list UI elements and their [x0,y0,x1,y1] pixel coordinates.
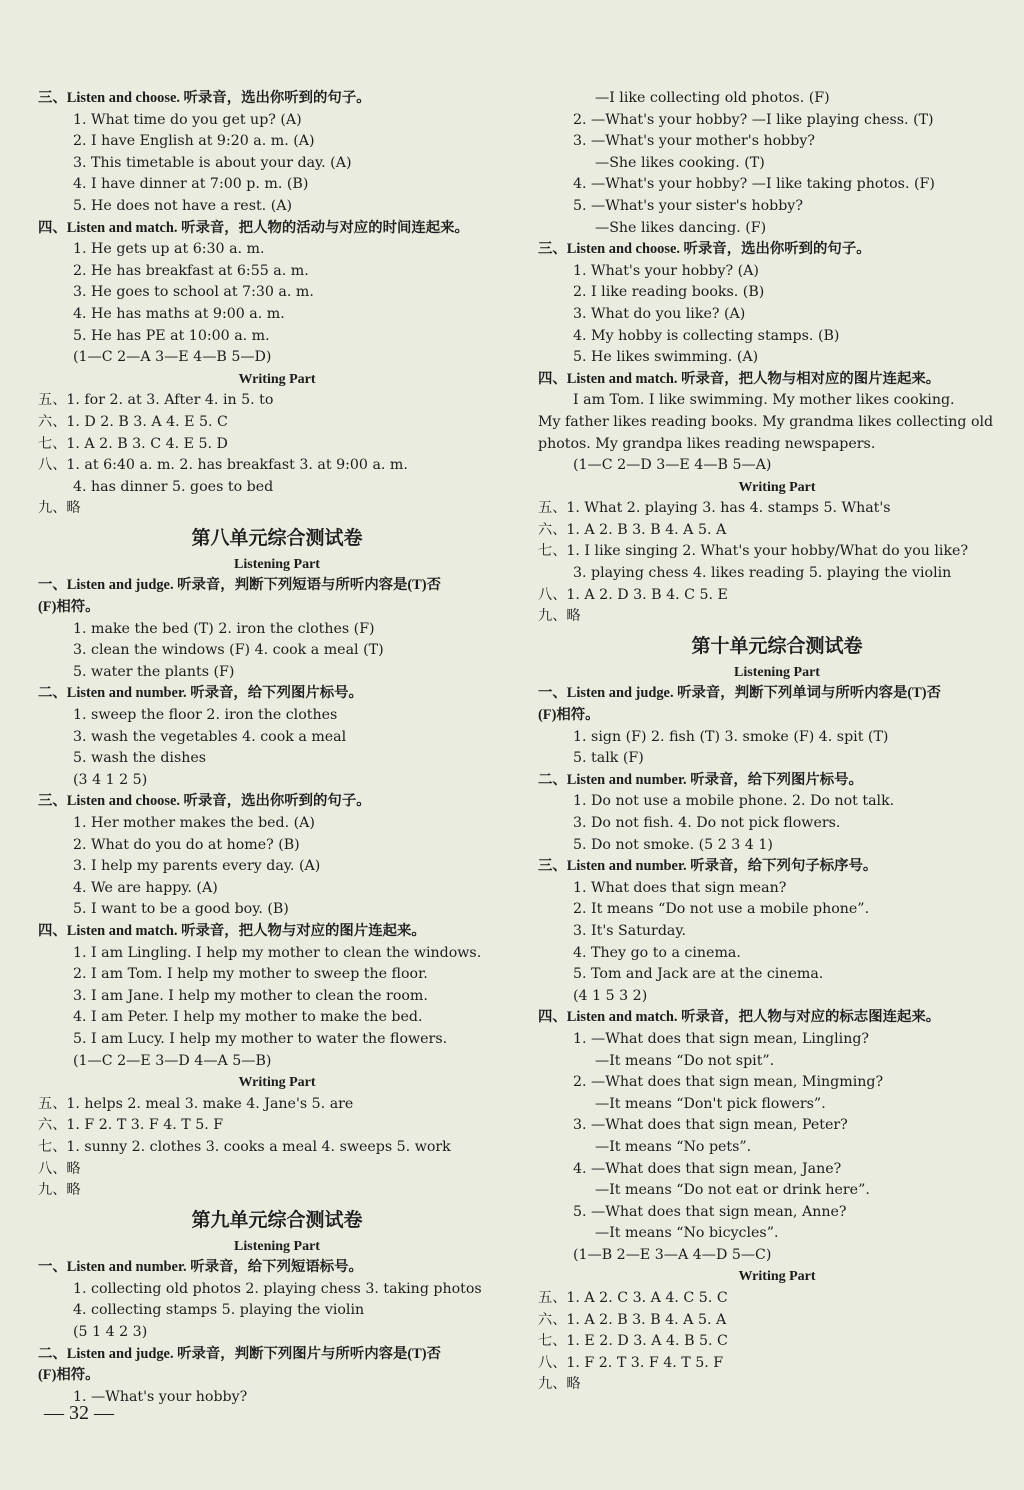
section-heading: (F)相符。 [38,1367,100,1384]
section-heading: (F)相符。 [538,707,600,724]
answer-line: 八、略 [38,1160,81,1177]
answer-line: —It means “Do not spit”. [595,1052,775,1069]
answer-line: 3. It's Saturday. [573,922,687,939]
answer-line: 3. I am Jane. I help my mother to clean the room. [73,987,428,1004]
answer-line: 2. I have English at 9:20 a. m. (A) [73,133,315,150]
answer-line: 5. —What does that sign mean, Anne? [573,1203,847,1220]
part-heading: Writing Part [238,1075,316,1091]
answer-line: 5. —What's your sister's hobby? [573,197,803,214]
answer-line: 5. Do not smoke. (5 2 3 4 1) [573,836,773,853]
answer-line: 2. He has breakfast at 6:55 a. m. [73,262,309,279]
answer-line: 1. —What's your hobby? [73,1388,248,1405]
section-heading: 一、Listen and judge. 听录音，判断下列短语与所听内容是(T)否 [38,577,441,594]
answer-line: 八、1. at 6:40 a. m. 2. has breakfast 3. at 9:00 a. m. [38,457,408,474]
section-heading: 四、Listen and match. 听录音，把人物与对应的图片连起来。 [38,922,426,939]
part-heading: Writing Part [238,371,316,387]
section-heading: 二、Listen and number. 听录音，给下列图片标号。 [38,685,363,702]
answer-line: —It means “Do not eat or drink here”. [595,1182,870,1199]
section-heading: 三、Listen and number. 听录音，给下列句子标序号。 [538,858,878,875]
answer-line: 3. He goes to school at 7:30 a. m. [73,284,314,301]
answer-line: 4. I have dinner at 7:00 p. m. (B) [73,176,309,193]
part-heading: Listening Part [234,1238,320,1254]
unit-title: 第八单元综合测试卷 [191,527,363,549]
section-heading: 一、Listen and number. 听录音，给下列短语标号。 [38,1259,363,1276]
left-column [38,88,516,1408]
answer-line: —I like collecting old photos. (F) [595,90,830,106]
answer-line: 1. make the bed (T) 2. iron the clothes (F) [73,620,375,637]
section-heading: 一、Listen and judge. 听录音，判断下列单词与所听内容是(T)否 [538,685,941,702]
answer-line: —It means “No bicycles”. [595,1225,779,1242]
answer-line: (5 1 4 2 3) [73,1324,148,1341]
answer-line: 2. It means “Do not use a mobile phone”. [573,901,870,918]
answer-line: 1. sweep the floor 2. iron the clothes [73,707,338,724]
answer-line: 5. He has PE at 10:00 a. m. [73,327,270,344]
answer-line: —She likes cooking. (T) [595,154,765,171]
answer-line: 4. —What's your hobby? —I like taking photos. (F) [573,176,935,193]
answer-line: 4. He has maths at 9:00 a. m. [73,305,285,322]
answer-line: 3. I help my parents every day. (A) [73,858,321,875]
answer-line: 1. sign (F) 2. fish (T) 3. smoke (F) 4. spit (T) [573,728,889,745]
unit-title: 第九单元综合测试卷 [191,1209,363,1231]
answer-line: (1—C 2—E 3—D 4—A 5—B) [73,1052,272,1069]
answer-line: 1. collecting old photos 2. playing chess 3. taking photos [73,1280,482,1297]
answer-line: (1—C 2—A 3—E 4—B 5—D) [73,349,272,366]
answer-line: 1. I am Lingling. I help my mother to clean the windows. [73,944,482,961]
answer-line: 六、1. F 2. T 3. F 4. T 5. F [38,1117,224,1134]
answer-line: 5. wash the dishes [73,750,207,767]
answer-line: 1. What's your hobby? (A) [573,262,759,279]
answer-line: 4. —What does that sign mean, Jane? [573,1160,842,1177]
answer-line: 4. We are happy. (A) [73,879,218,896]
answer-line: 七、1. sunny 2. clothes 3. cooks a meal 4. sweeps 5. work [38,1138,451,1155]
answer-line: 4. collecting stamps 5. playing the violin [73,1302,365,1319]
answer-line: 九、略 [538,608,581,625]
answer-line: 2. —What does that sign mean, Mingming? [573,1074,884,1091]
answer-line: 1. What does that sign mean? [573,879,787,896]
answer-line: 九、略 [538,1376,581,1393]
answer-line: 5. I want to be a good boy. (B) [73,901,289,918]
section-heading: 四、Listen and match. 听录音，把人物与相对应的图片连起来。 [538,370,941,387]
answer-line: 五、1. What 2. playing 3. has 4. stamps 5. What's [538,500,891,517]
answer-line: 2. I like reading books. (B) [573,284,765,301]
answer-line: 3. Do not fish. 4. Do not pick flowers. [573,815,841,831]
answer-line: 六、1. A 2. B 3. B 4. A 5. A [538,1311,727,1328]
answer-line: 九、略 [38,1182,81,1199]
answer-line: 4. They go to a cinema. [573,944,741,961]
answer-line: 2. What do you do at home? (B) [73,836,300,853]
answer-line: (1—C 2—D 3—E 4—B 5—A) [573,457,772,474]
answer-line: (4 1 5 3 2) [573,987,648,1004]
section-heading: 四、Listen and match. 听录音，把人物与对应的标志图连起来。 [538,1009,941,1026]
answer-line: 5. He likes swimming. (A) [573,349,759,366]
answer-line: 4. I am Peter. I help my mother to make the bed. [73,1009,423,1026]
section-heading: 四、Listen and match. 听录音，把人物的活动与对应的时间连起来。 [38,219,469,236]
answer-line: 八、1. F 2. T 3. F 4. T 5. F [538,1354,724,1371]
section-heading: 三、Listen and choose. 听录音，选出你听到的句子。 [38,793,371,810]
answer-line: 1. Do not use a mobile phone. 2. Do not talk. [573,793,895,810]
answer-line: 八、1. A 2. D 3. B 4. C 5. E [538,586,728,603]
page-number: — 32 — [44,1402,114,1424]
answer-line: 1. He gets up at 6:30 a. m. [73,241,265,258]
answer-line: 五、1. helps 2. meal 3. make 4. Jane's 5. are [38,1095,354,1112]
answer-line: 3. clean the windows (F) 4. cook a meal (T) [73,642,384,659]
answer-line: 五、1. A 2. C 3. A 4. C 5. C [538,1290,728,1307]
answer-line: 3. —What's your mother's hobby? [573,133,815,150]
answer-line: 七、1. A 2. B 3. C 4. E 5. D [38,435,228,452]
answer-line: 5. He does not have a rest. (A) [73,197,293,214]
answer-line: (1—B 2—E 3—A 4—D 5—C) [573,1246,772,1263]
answer-line: 六、1. D 2. B 3. A 4. E 5. C [38,413,228,430]
answer-line: I am Tom. I like swimming. My mother likes cooking. [573,392,955,409]
answer-line: My father likes reading books. My grandma likes collecting old [538,413,994,430]
answer-line: 5. talk (F) [573,750,644,767]
answer-line: 3. This timetable is about your day. (A) [73,154,352,171]
answer-line: 1. Her mother makes the bed. (A) [73,815,315,831]
answer-line: 3. wash the vegetables 4. cook a meal [73,728,347,745]
part-heading: Listening Part [734,664,820,680]
unit-title: 第十单元综合测试卷 [691,635,863,657]
answer-line: 2. I am Tom. I help my mother to sweep the floor. [73,966,428,983]
answer-line: 5. Tom and Jack are at the cinema. [573,966,824,983]
answer-line: 1. What time do you get up? (A) [73,111,302,128]
answer-line: 3. What do you like? (A) [573,305,746,322]
answer-line: photos. My grandpa likes reading newspapers. [538,435,876,452]
answer-line: —It means “Don't pick flowers”. [595,1095,826,1112]
answer-line: 3. —What does that sign mean, Peter? [573,1117,848,1134]
section-heading: 三、Listen and choose. 听录音，选出你听到的句子。 [38,90,371,106]
answer-line: 3. playing chess 4. likes reading 5. playing the violin [573,565,952,582]
answer-line: 九、略 [38,500,81,517]
section-heading: (F)相符。 [38,599,100,616]
part-heading: Writing Part [738,1269,816,1285]
answer-line: 5. water the plants (F) [73,663,235,680]
part-heading: Writing Part [738,479,816,495]
answer-line: 七、1. E 2. D 3. A 4. B 5. C [538,1333,728,1350]
section-heading: 二、Listen and judge. 听录音，判断下列图片与所听内容是(T)否 [38,1345,441,1362]
answer-line: 4. has dinner 5. goes to bed [73,478,274,495]
answer-line: 五、1. for 2. at 3. After 4. in 5. to [38,392,274,409]
answer-line: 七、1. I like singing 2. What's your hobby/What do you like? [538,543,969,560]
answer-line: 5. I am Lucy. I help my mother to water the flowers. [73,1030,448,1047]
part-heading: Listening Part [234,556,320,572]
answer-line: 2. —What's your hobby? —I like playing chess. (T) [573,111,934,128]
answer-line: 1. —What does that sign mean, Lingling? [573,1030,870,1047]
answer-line: —She likes dancing. (F) [595,219,767,236]
right-column [538,88,1016,1396]
answer-line: —It means “No pets”. [595,1138,752,1155]
answer-line: 六、1. A 2. B 3. B 4. A 5. A [538,521,727,538]
section-heading: 二、Listen and number. 听录音，给下列图片标号。 [538,771,863,788]
answer-line: 4. My hobby is collecting stamps. (B) [573,327,840,344]
answer-line: (3 4 1 2 5) [73,771,148,788]
section-heading: 三、Listen and choose. 听录音，选出你听到的句子。 [538,241,871,258]
